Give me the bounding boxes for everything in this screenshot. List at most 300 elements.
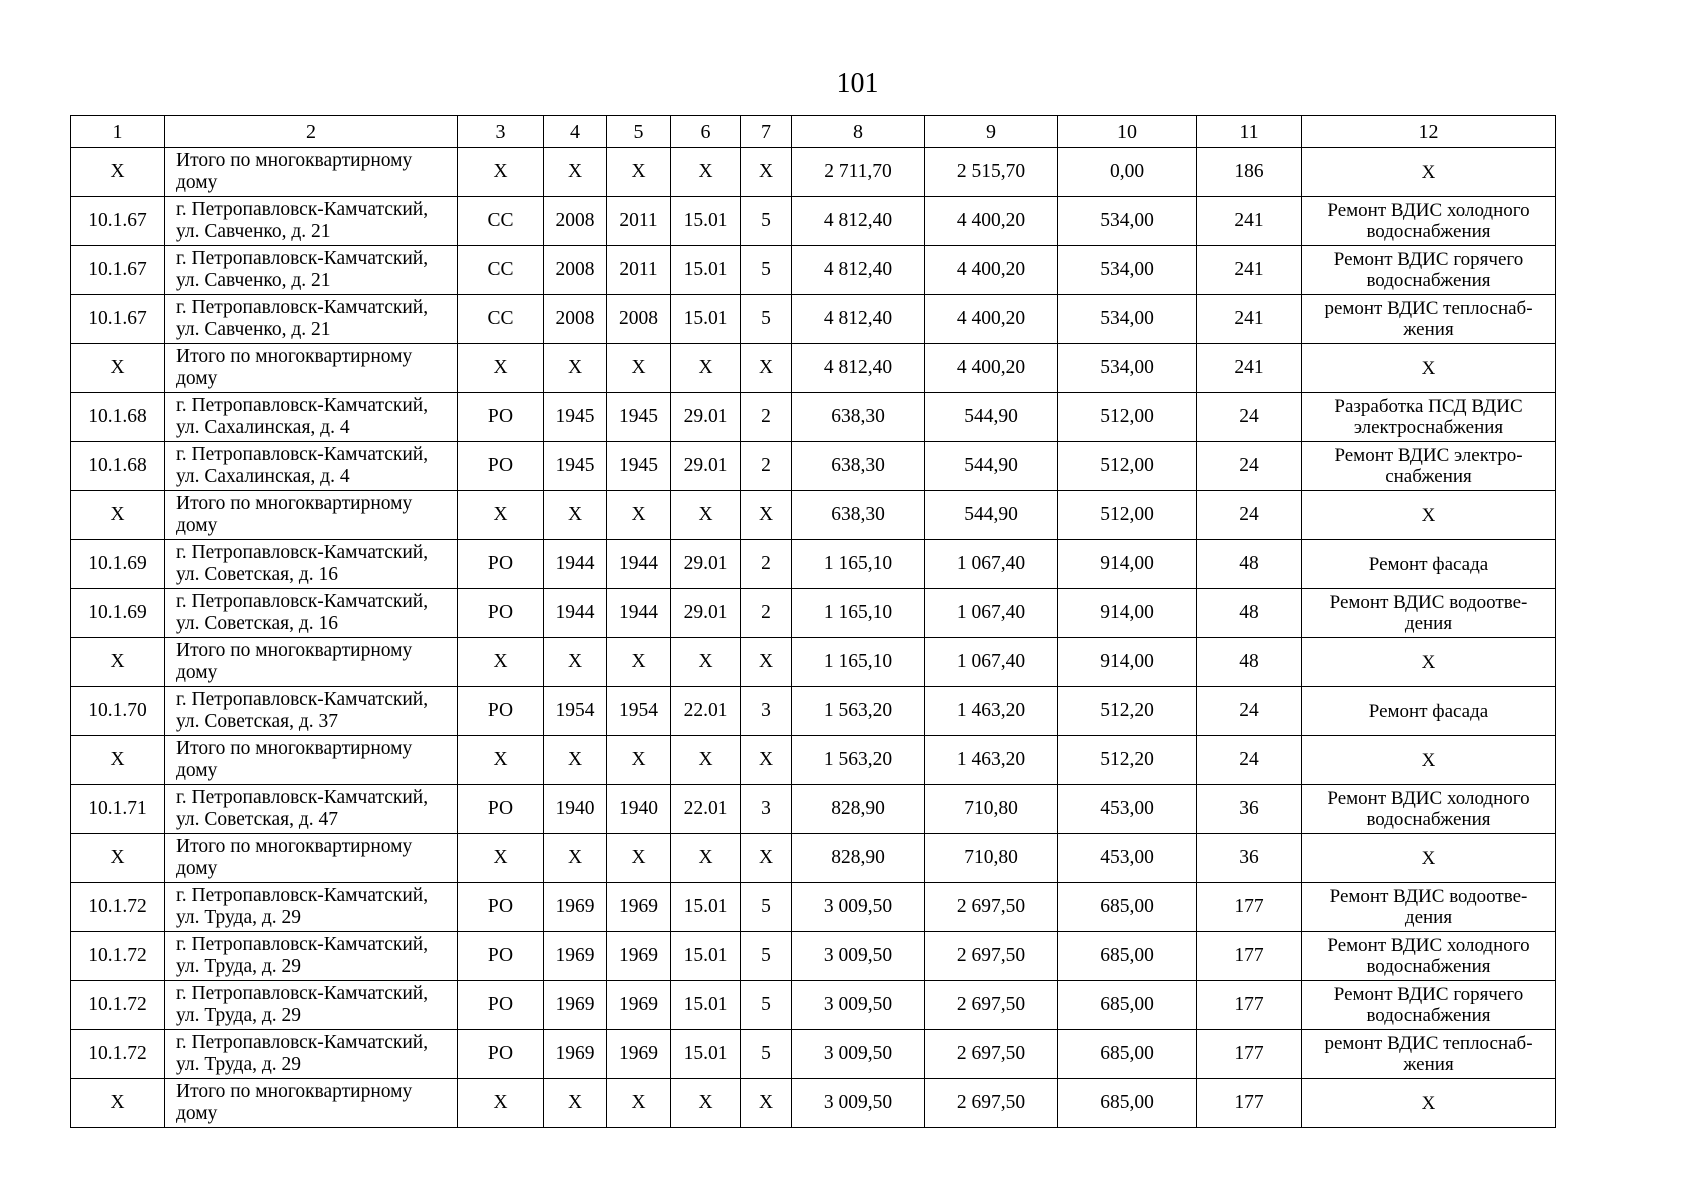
cell-address xyxy=(165,442,458,491)
column-number-cell: 9 xyxy=(925,116,1058,148)
cell-year-built: 1969 xyxy=(544,1030,607,1079)
cell-living-area: 1 067,40 xyxy=(925,589,1058,638)
cell-address xyxy=(165,344,458,393)
cell-item-number: 10.1.67 xyxy=(71,246,165,295)
cell-area: 914,00 xyxy=(1058,540,1197,589)
cell-address xyxy=(165,589,458,638)
address-line: дому xyxy=(176,662,218,683)
cell-living-area: 544,90 xyxy=(925,491,1058,540)
cell-total-area: 3 009,50 xyxy=(792,1030,925,1079)
cell-category: Х xyxy=(458,736,544,785)
table-row xyxy=(71,393,1556,442)
cell-category: РО xyxy=(458,981,544,1030)
cell-year-built: 1954 xyxy=(544,687,607,736)
cell-area: 453,00 xyxy=(1058,834,1197,883)
cell-living-area: 2 697,50 xyxy=(925,883,1058,932)
cell-item-number: 10.1.67 xyxy=(71,197,165,246)
column-number-header xyxy=(71,116,1556,148)
cell-item-number: 10.1.72 xyxy=(71,932,165,981)
address-line: Итого по многоквартирному xyxy=(176,150,413,171)
cell-code: 29.01 xyxy=(671,393,741,442)
work-line: Ремонт ВДИС водоотве- xyxy=(1329,886,1528,907)
address-line: г. Петропавловск-Камчатский, xyxy=(176,297,429,318)
cell-total-area: 638,30 xyxy=(792,491,925,540)
cell-residents: 48 xyxy=(1197,540,1302,589)
cell-total-area: 1 165,10 xyxy=(792,540,925,589)
cell-year-repair: 1969 xyxy=(607,932,671,981)
cell-year-built: 2008 xyxy=(544,295,607,344)
cell-year-built: 1945 xyxy=(544,442,607,491)
cell-total-area: 3 009,50 xyxy=(792,932,925,981)
cell-year-built: Х xyxy=(544,491,607,540)
cell-area: 685,00 xyxy=(1058,981,1197,1030)
cell-year-built: 1940 xyxy=(544,785,607,834)
cell-category: РО xyxy=(458,883,544,932)
table-row xyxy=(71,834,1556,883)
cell-area: 512,00 xyxy=(1058,491,1197,540)
work-line: снабжения xyxy=(1385,466,1472,487)
cell-year-repair: Х xyxy=(607,344,671,393)
cell-year-built: Х xyxy=(544,834,607,883)
cell-total-area: 638,30 xyxy=(792,442,925,491)
cell-work-type xyxy=(1302,687,1556,736)
cell-address xyxy=(165,197,458,246)
cell-address xyxy=(165,393,458,442)
cell-total-area: 828,90 xyxy=(792,785,925,834)
cell-residents: 177 xyxy=(1197,883,1302,932)
cell-year-repair: 1945 xyxy=(607,393,671,442)
cell-work-type xyxy=(1302,1079,1556,1128)
cell-item-number: Х xyxy=(71,1079,165,1128)
cell-item-number: 10.1.69 xyxy=(71,540,165,589)
cell-work-type xyxy=(1302,246,1556,295)
cell-year-built: 1969 xyxy=(544,883,607,932)
work-line: Ремонт ВДИС холодного xyxy=(1327,788,1530,809)
cell-code: Х xyxy=(671,834,741,883)
cell-year-repair: 1940 xyxy=(607,785,671,834)
cell-area: 914,00 xyxy=(1058,589,1197,638)
cell-work-type xyxy=(1302,491,1556,540)
cell-living-area: 4 400,20 xyxy=(925,295,1058,344)
cell-address xyxy=(165,540,458,589)
cell-living-area: 1 067,40 xyxy=(925,540,1058,589)
cell-item-number: 10.1.71 xyxy=(71,785,165,834)
cell-year-repair: 2008 xyxy=(607,295,671,344)
cell-category: РО xyxy=(458,932,544,981)
cell-year-built: 2008 xyxy=(544,197,607,246)
cell-living-area: 2 697,50 xyxy=(925,932,1058,981)
cell-floors: 3 xyxy=(741,785,792,834)
cell-category: РО xyxy=(458,589,544,638)
cell-item-number: Х xyxy=(71,491,165,540)
cell-work-type xyxy=(1302,295,1556,344)
column-number-cell: 5 xyxy=(607,116,671,148)
work-line: Ремонт ВДИС холодного xyxy=(1327,935,1530,956)
cell-category: РО xyxy=(458,393,544,442)
work-line: Ремонт ВДИС горячего xyxy=(1333,984,1524,1005)
address-line: г. Петропавловск-Камчатский, xyxy=(176,787,429,808)
address-line: г. Петропавловск-Камчатский, xyxy=(176,542,429,563)
cell-item-number: 10.1.67 xyxy=(71,295,165,344)
table-row xyxy=(71,785,1556,834)
table-row xyxy=(71,540,1556,589)
cell-work-type xyxy=(1302,981,1556,1030)
address-line: г. Петропавловск-Камчатский, xyxy=(176,689,429,710)
cell-residents: 241 xyxy=(1197,246,1302,295)
table-row xyxy=(71,638,1556,687)
cell-year-repair: 1969 xyxy=(607,981,671,1030)
work-line: водоснабжения xyxy=(1366,1005,1491,1026)
cell-floors: Х xyxy=(741,344,792,393)
work-line: Ремонт фасада xyxy=(1368,700,1489,722)
cell-area: 534,00 xyxy=(1058,197,1197,246)
table-row xyxy=(71,491,1556,540)
address-line: г. Петропавловск-Камчатский, xyxy=(176,934,429,955)
address-line: ул. Советская, д. 16 xyxy=(176,613,339,634)
cell-year-repair: 1944 xyxy=(607,540,671,589)
cell-living-area: 710,80 xyxy=(925,785,1058,834)
cell-floors: Х xyxy=(741,638,792,687)
cell-category: РО xyxy=(458,540,544,589)
work-line: Ремонт ВДИС водоотве- xyxy=(1329,592,1528,613)
cell-total-area: 1 165,10 xyxy=(792,589,925,638)
cell-work-type xyxy=(1302,834,1556,883)
cell-living-area: 544,90 xyxy=(925,442,1058,491)
table-row xyxy=(71,1079,1556,1128)
cell-area: 534,00 xyxy=(1058,295,1197,344)
address-line: дому xyxy=(176,172,218,193)
work-line: водоснабжения xyxy=(1366,270,1491,291)
address-line: г. Петропавловск-Камчатский, xyxy=(176,983,429,1004)
cell-total-area: 828,90 xyxy=(792,834,925,883)
cell-item-number: 10.1.69 xyxy=(71,589,165,638)
work-line: дения xyxy=(1404,613,1453,634)
cell-living-area: 1 463,20 xyxy=(925,687,1058,736)
address-line: ул. Советская, д. 16 xyxy=(176,564,339,585)
cell-code: 15.01 xyxy=(671,295,741,344)
cell-total-area: 638,30 xyxy=(792,393,925,442)
cell-work-type xyxy=(1302,148,1556,197)
cell-code: 15.01 xyxy=(671,1030,741,1079)
address-line: дому xyxy=(176,515,218,536)
cell-area: 914,00 xyxy=(1058,638,1197,687)
cell-total-area: 4 812,40 xyxy=(792,295,925,344)
cell-area: 512,20 xyxy=(1058,687,1197,736)
work-line: Х xyxy=(1421,357,1436,379)
column-number-cell: 10 xyxy=(1058,116,1197,148)
page-number: 101 xyxy=(836,68,879,99)
cell-living-area: 4 400,20 xyxy=(925,344,1058,393)
cell-address xyxy=(165,491,458,540)
work-line: Х xyxy=(1421,749,1436,771)
table-row xyxy=(71,589,1556,638)
cell-address xyxy=(165,638,458,687)
cell-code: 15.01 xyxy=(671,932,741,981)
cell-area: 685,00 xyxy=(1058,1079,1197,1128)
work-line: Х xyxy=(1421,161,1436,183)
cell-year-repair: Х xyxy=(607,834,671,883)
address-line: ул. Труда, д. 29 xyxy=(176,1005,302,1026)
address-line: Итого по многоквартирному xyxy=(176,738,413,759)
cell-year-repair: 2011 xyxy=(607,197,671,246)
cell-category: Х xyxy=(458,491,544,540)
cell-category: СС xyxy=(458,295,544,344)
cell-floors: Х xyxy=(741,834,792,883)
cell-year-built: 1944 xyxy=(544,540,607,589)
table-row xyxy=(71,687,1556,736)
cell-area: 534,00 xyxy=(1058,246,1197,295)
cell-address xyxy=(165,687,458,736)
work-line: водоснабжения xyxy=(1366,956,1491,977)
cell-address xyxy=(165,295,458,344)
cell-living-area: 1 067,40 xyxy=(925,638,1058,687)
cell-floors: 2 xyxy=(741,442,792,491)
work-line: ремонт ВДИС теплоснаб- xyxy=(1324,298,1533,319)
cell-work-type xyxy=(1302,638,1556,687)
cell-area: 512,20 xyxy=(1058,736,1197,785)
address-line: ул. Савченко, д. 21 xyxy=(176,319,331,340)
cell-area: 685,00 xyxy=(1058,883,1197,932)
cell-residents: 241 xyxy=(1197,344,1302,393)
column-number-cell: 6 xyxy=(671,116,741,148)
work-line: дения xyxy=(1404,907,1453,928)
cell-item-number: Х xyxy=(71,344,165,393)
work-line: Х xyxy=(1421,651,1436,673)
work-line: жения xyxy=(1403,1054,1454,1075)
cell-category: РО xyxy=(458,785,544,834)
cell-year-built: 1969 xyxy=(544,932,607,981)
cell-year-repair: 1969 xyxy=(607,883,671,932)
cell-area: 453,00 xyxy=(1058,785,1197,834)
cell-year-repair: Х xyxy=(607,491,671,540)
cell-code: 15.01 xyxy=(671,883,741,932)
cell-living-area: 2 697,50 xyxy=(925,1030,1058,1079)
address-line: дому xyxy=(176,760,218,781)
work-line: Ремонт фасада xyxy=(1368,553,1489,575)
work-line: Х xyxy=(1421,1092,1436,1114)
address-line: Итого по многоквартирному xyxy=(176,1081,413,1102)
cell-code: Х xyxy=(671,736,741,785)
cell-floors: 5 xyxy=(741,883,792,932)
cell-floors: 5 xyxy=(741,932,792,981)
housing-register-table xyxy=(70,115,1556,1128)
cell-code: 22.01 xyxy=(671,785,741,834)
column-number-cell: 1 xyxy=(71,116,165,148)
cell-floors: 5 xyxy=(741,981,792,1030)
cell-area: 0,00 xyxy=(1058,148,1197,197)
cell-area: 512,00 xyxy=(1058,393,1197,442)
work-line: ремонт ВДИС теплоснаб- xyxy=(1324,1033,1533,1054)
column-number-cell: 2 xyxy=(165,116,458,148)
cell-code: 15.01 xyxy=(671,197,741,246)
cell-residents: 36 xyxy=(1197,834,1302,883)
cell-category: СС xyxy=(458,246,544,295)
address-line: ул. Советская, д. 37 xyxy=(176,711,339,732)
address-line: ул. Сахалинская, д. 4 xyxy=(176,466,350,487)
cell-year-built: Х xyxy=(544,148,607,197)
work-line: Разработка ПСД ВДИС xyxy=(1334,396,1523,417)
cell-address xyxy=(165,736,458,785)
cell-year-built: 1945 xyxy=(544,393,607,442)
cell-residents: 24 xyxy=(1197,736,1302,785)
cell-total-area: 1 563,20 xyxy=(792,687,925,736)
cell-residents: 177 xyxy=(1197,1079,1302,1128)
cell-total-area: 1 563,20 xyxy=(792,736,925,785)
address-line: г. Петропавловск-Камчатский, xyxy=(176,248,429,269)
cell-residents: 24 xyxy=(1197,442,1302,491)
address-line: ул. Савченко, д. 21 xyxy=(176,270,331,291)
cell-residents: 24 xyxy=(1197,491,1302,540)
address-line: дому xyxy=(176,368,218,389)
cell-year-repair: 1954 xyxy=(607,687,671,736)
cell-item-number: Х xyxy=(71,834,165,883)
cell-residents: 177 xyxy=(1197,981,1302,1030)
cell-floors: 5 xyxy=(741,197,792,246)
address-line: дому xyxy=(176,1103,218,1124)
cell-residents: 24 xyxy=(1197,687,1302,736)
cell-item-number: 10.1.68 xyxy=(71,442,165,491)
address-line: ул. Советская, д. 47 xyxy=(176,809,339,830)
cell-address xyxy=(165,834,458,883)
cell-year-built: Х xyxy=(544,1079,607,1128)
cell-residents: 241 xyxy=(1197,197,1302,246)
cell-year-repair: 1944 xyxy=(607,589,671,638)
cell-residents: 177 xyxy=(1197,932,1302,981)
column-number-cell: 4 xyxy=(544,116,607,148)
cell-year-repair: 1969 xyxy=(607,1030,671,1079)
work-line: Ремонт ВДИС холодного xyxy=(1327,200,1530,221)
cell-address xyxy=(165,785,458,834)
cell-area: 685,00 xyxy=(1058,932,1197,981)
column-number-cell: 8 xyxy=(792,116,925,148)
column-number-cell: 3 xyxy=(458,116,544,148)
address-line: ул. Труда, д. 29 xyxy=(176,956,302,977)
cell-item-number: 10.1.68 xyxy=(71,393,165,442)
table-row xyxy=(71,295,1556,344)
work-line: электроснабжения xyxy=(1353,417,1504,438)
cell-code: Х xyxy=(671,1079,741,1128)
address-line: г. Петропавловск-Камчатский, xyxy=(176,1032,429,1053)
cell-item-number: 10.1.72 xyxy=(71,981,165,1030)
work-line: Ремонт ВДИС электро- xyxy=(1334,445,1523,466)
work-line: Х xyxy=(1421,847,1436,869)
table-row xyxy=(71,442,1556,491)
cell-year-repair: Х xyxy=(607,638,671,687)
table-row xyxy=(71,197,1556,246)
address-line: г. Петропавловск-Камчатский, xyxy=(176,591,429,612)
cell-category: Х xyxy=(458,834,544,883)
work-line: водоснабжения xyxy=(1366,221,1491,242)
table-row xyxy=(71,981,1556,1030)
cell-work-type xyxy=(1302,393,1556,442)
cell-address xyxy=(165,1030,458,1079)
cell-year-built: 1944 xyxy=(544,589,607,638)
cell-work-type xyxy=(1302,883,1556,932)
cell-total-area: 2 711,70 xyxy=(792,148,925,197)
cell-category: Х xyxy=(458,148,544,197)
cell-total-area: 3 009,50 xyxy=(792,883,925,932)
cell-year-built: Х xyxy=(544,736,607,785)
cell-work-type xyxy=(1302,785,1556,834)
cell-code: 29.01 xyxy=(671,540,741,589)
table-row xyxy=(71,883,1556,932)
cell-item-number: 10.1.72 xyxy=(71,883,165,932)
cell-code: 15.01 xyxy=(671,246,741,295)
cell-work-type xyxy=(1302,197,1556,246)
cell-address xyxy=(165,981,458,1030)
cell-work-type xyxy=(1302,540,1556,589)
cell-year-repair: Х xyxy=(607,148,671,197)
cell-code: 29.01 xyxy=(671,442,741,491)
address-line: г. Петропавловск-Камчатский, xyxy=(176,199,429,220)
cell-address xyxy=(165,246,458,295)
cell-floors: 2 xyxy=(741,393,792,442)
cell-category: Х xyxy=(458,344,544,393)
cell-total-area: 3 009,50 xyxy=(792,981,925,1030)
cell-work-type xyxy=(1302,736,1556,785)
cell-floors: 5 xyxy=(741,1030,792,1079)
address-line: ул. Сахалинская, д. 4 xyxy=(176,417,350,438)
cell-address xyxy=(165,932,458,981)
cell-living-area: 2 697,50 xyxy=(925,1079,1058,1128)
address-line: Итого по многоквартирному xyxy=(176,836,413,857)
cell-total-area: 3 009,50 xyxy=(792,1079,925,1128)
cell-year-repair: Х xyxy=(607,1079,671,1128)
address-line: Итого по многоквартирному xyxy=(176,493,413,514)
cell-total-area: 4 812,40 xyxy=(792,197,925,246)
cell-category: Х xyxy=(458,638,544,687)
cell-item-number: Х xyxy=(71,736,165,785)
cell-work-type xyxy=(1302,1030,1556,1079)
table-row xyxy=(71,148,1556,197)
column-number-cell: 11 xyxy=(1197,116,1302,148)
cell-category: РО xyxy=(458,1030,544,1079)
cell-residents: 24 xyxy=(1197,393,1302,442)
cell-code: Х xyxy=(671,148,741,197)
work-line: водоснабжения xyxy=(1366,809,1491,830)
cell-residents: 36 xyxy=(1197,785,1302,834)
cell-area: 534,00 xyxy=(1058,344,1197,393)
address-line: дому xyxy=(176,858,218,879)
cell-address xyxy=(165,883,458,932)
table-row xyxy=(71,736,1556,785)
cell-total-area: 4 812,40 xyxy=(792,246,925,295)
cell-area: 512,00 xyxy=(1058,442,1197,491)
address-line: г. Петропавловск-Камчатский, xyxy=(176,444,429,465)
cell-year-built: Х xyxy=(544,638,607,687)
cell-code: 22.01 xyxy=(671,687,741,736)
address-line: г. Петропавловск-Камчатский, xyxy=(176,885,429,906)
work-line: жения xyxy=(1403,319,1454,340)
cell-floors: 3 xyxy=(741,687,792,736)
cell-item-number: Х xyxy=(71,638,165,687)
cell-year-repair: Х xyxy=(607,736,671,785)
cell-floors: Х xyxy=(741,148,792,197)
cell-work-type xyxy=(1302,442,1556,491)
cell-living-area: 1 463,20 xyxy=(925,736,1058,785)
header-row xyxy=(71,116,1556,148)
table-row xyxy=(71,344,1556,393)
table-body xyxy=(71,148,1556,1128)
work-line: Ремонт ВДИС горячего xyxy=(1333,249,1524,270)
cell-item-number: 10.1.72 xyxy=(71,1030,165,1079)
cell-area: 685,00 xyxy=(1058,1030,1197,1079)
cell-floors: 5 xyxy=(741,295,792,344)
work-line: Х xyxy=(1421,504,1436,526)
cell-year-repair: 2011 xyxy=(607,246,671,295)
cell-floors: 2 xyxy=(741,540,792,589)
cell-year-built: 2008 xyxy=(544,246,607,295)
